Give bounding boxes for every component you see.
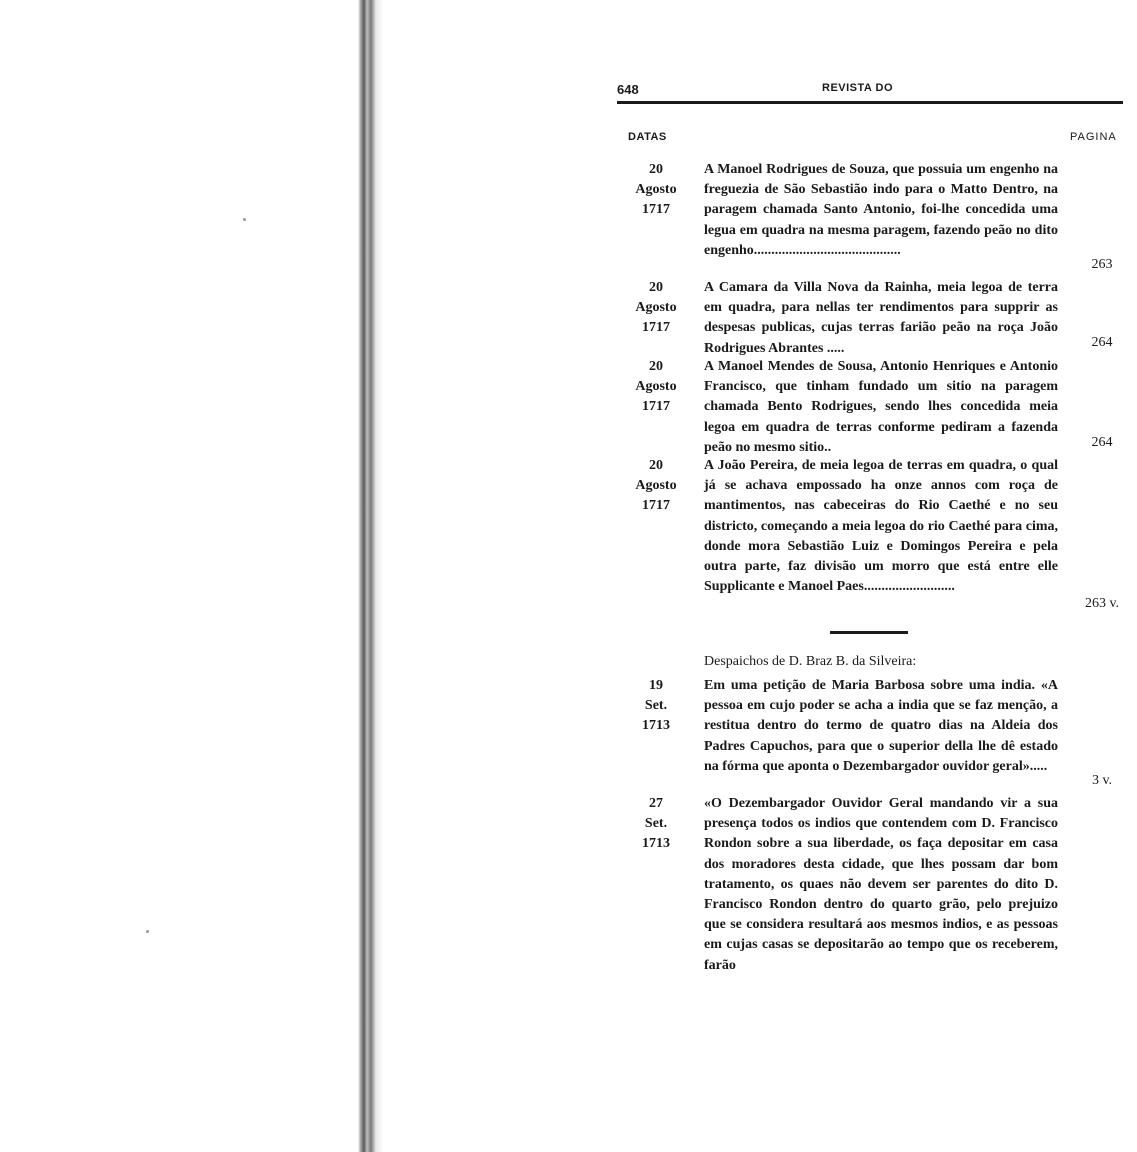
- page-reference: 263: [1091, 257, 1113, 272]
- entry-date: [628, 794, 684, 855]
- entry-date: [628, 456, 684, 517]
- date-year: 1713: [642, 718, 670, 734]
- date-year: 1717: [642, 320, 670, 336]
- date-day: 20: [649, 458, 663, 473]
- running-title: REVISTA DO: [822, 82, 894, 94]
- page-reference: 264: [1091, 435, 1113, 450]
- scan-speck: [146, 930, 149, 933]
- scan-speck: [243, 218, 246, 221]
- date-month: Agosto: [635, 300, 677, 316]
- entry-text: A Manoel Mendes de Sousa, Antonio Henriques e Antonio Francisco, que tinham fundado um sitio na paragem chamada Bento Rodrigues, sendo lhes concedida meia legoa em quadra de terras conforme pediram a fazenda peão no mesmo sitio..: [704, 359, 1058, 455]
- date-day: 20: [649, 162, 663, 177]
- date-month: Agosto: [635, 478, 677, 494]
- entry-date: [628, 278, 684, 339]
- date-day: 20: [649, 359, 663, 374]
- entry-text: A Camara da Villa Nova da Rainha, meia legoa de terra em quadra, para nellas ter rendimentos para supprir as despesas publicas, cujas terras farião peão na roça João Rodrigues Abrantes .....: [704, 280, 1058, 356]
- page-number: 648: [617, 82, 639, 97]
- date-month: Agosto: [635, 379, 677, 395]
- book-gutter: [358, 0, 384, 1152]
- page-reference: 3 v.: [1091, 773, 1113, 788]
- entry-text: A Manoel Rodrigues de Souza, que possuia um engenho na freguezia de São Sebastião indo para o Matto Dentro, na paragem chamada Santo Antonio, foi-lhe concedida uma legua em quadra na mesma paragem, fazendo peão no dito engenho..........................................: [704, 162, 1058, 258]
- date-day: 20: [649, 280, 663, 295]
- date-month: Agosto: [635, 182, 677, 198]
- entry-date: [628, 357, 684, 418]
- section-separator: [830, 631, 908, 634]
- date-day: 27: [649, 796, 663, 811]
- date-year: 1713: [642, 836, 670, 852]
- header-rule: [617, 101, 1123, 104]
- entry-date: [628, 676, 684, 737]
- date-month: Set.: [644, 698, 668, 714]
- date-year: 1717: [642, 498, 670, 514]
- page-reference: 264: [1091, 335, 1113, 350]
- entry-text: Em uma petição de Maria Barbosa sobre uma india. «A pessoa em cujo poder se acha a india que se faz menção, a restitua dentro do termo de quatro dias na Aldeia dos Padres Capuchos, para que o superior della lhe dê estado na fórma que aponta o Dezembargador ouvidor geral».....: [704, 678, 1058, 774]
- column-heading-datas: DATAS: [628, 131, 667, 143]
- section-heading: Despaichos de D. Braz B. da Silveira:: [704, 654, 917, 669]
- page-reference: 263 v.: [1084, 596, 1120, 611]
- entry-date: [628, 160, 684, 221]
- column-heading-pagina: PAGINA: [1070, 131, 1117, 143]
- page-header: [617, 82, 1123, 98]
- date-year: 1717: [642, 202, 670, 218]
- date-year: 1717: [642, 399, 670, 415]
- date-day: 19: [649, 678, 663, 693]
- entry-text: «O Dezembargador Ouvidor Geral mandando vir a sua presença todos os indios que contendem com D. Francisco Rondon sobre a sua liberdade, os faça depositar em casa dos moradores desta cidade, que lhes possam dar bom tratamento, os quaes não devem ser parentes do dito D. Francisco Rondon dentro do quarto grão, pelo prejuizo que se considera resultará aos mesmos indios, e as pessoas em cujas casas se depositarão ao tempo que os receberem, farão: [704, 796, 1058, 973]
- date-month: Set.: [644, 816, 668, 832]
- entry-text: A João Pereira, de meia legoa de terras em quadra, o qual já se achava empossado ha onze annos com roça de mantimentos, nas cabeceiras do Rio Caethé e no seu districto, começando a meia legoa do rio Caethé para cima, donde mora Sebastião Luiz e Domingos Pereira e pela outra parte, faz divisão um morro que está entre elle Supplicante e Manoel Paes..........................: [704, 458, 1058, 595]
